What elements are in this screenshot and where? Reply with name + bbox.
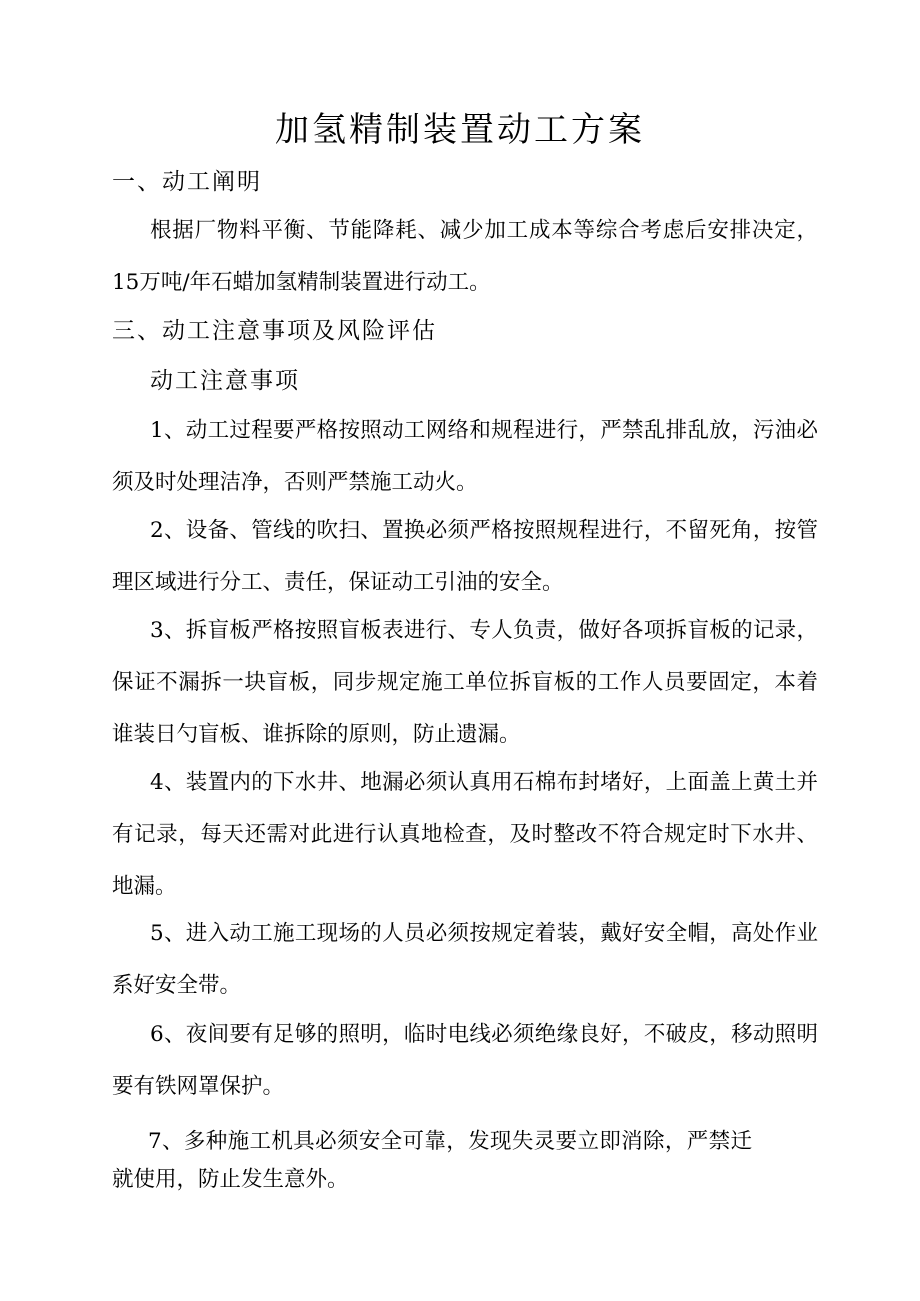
precaution-item-2: 2、设备、管线的吹扫、置换必须严格按照规程进行，不留死角，按管理区域进行分工、责任，保证动工引油的安全。 bbox=[112, 518, 818, 595]
section-3-heading: 三、动工注意事项及风险评估 bbox=[112, 318, 437, 344]
precaution-item-6: 6、夜间要有足够的照明，临时电线必须绝缘良好，不破皮，移动照明要有铁网罩保护。 bbox=[112, 1022, 818, 1099]
section-3-subheading: 动工注意事项 bbox=[150, 368, 300, 394]
precaution-item-7: 7、多种施工机具必须安全可靠，发现失灵要立即消除，严禁迁就使用，防止发生意外。 bbox=[112, 1129, 752, 1192]
precaution-item-3: 3、拆盲板严格按照盲板表进行、专人负责，做好各项拆盲板的记录，保证不漏拆一块盲板，同步规定施工单位拆盲板的工作人员要固定，本着谁装日勺盲板、谁拆除的原则，防止遗漏。 bbox=[112, 618, 818, 747]
section-1-heading: 一、动工阐明 bbox=[112, 169, 262, 195]
precaution-item-4: 4、装置内的下水井、地漏必须认真用石棉布封堵好，上面盖上黄土并有记录，每天还需对此进行认真地检查，及时整改不符合规定时下水井、地漏。 bbox=[112, 770, 818, 899]
precaution-item-5: 5、进入动工施工现场的人员必须按规定着装，戴好安全帽，高处作业系好安全带。 bbox=[112, 921, 818, 998]
document-title: 加氢精制装置动工方案 bbox=[275, 110, 645, 150]
section-1-paragraph: 根据厂物料平衡、节能降耗、减少加工成本等综合考虑后安排决定，15万吨/年石蜡加氢精制装置进行动工。 bbox=[112, 218, 818, 295]
precaution-item-1: 1、动工过程要严格按照动工网络和规程进行，严禁乱排乱放，污油必须及时处理洁净，否则严禁施工动火。 bbox=[112, 418, 818, 495]
